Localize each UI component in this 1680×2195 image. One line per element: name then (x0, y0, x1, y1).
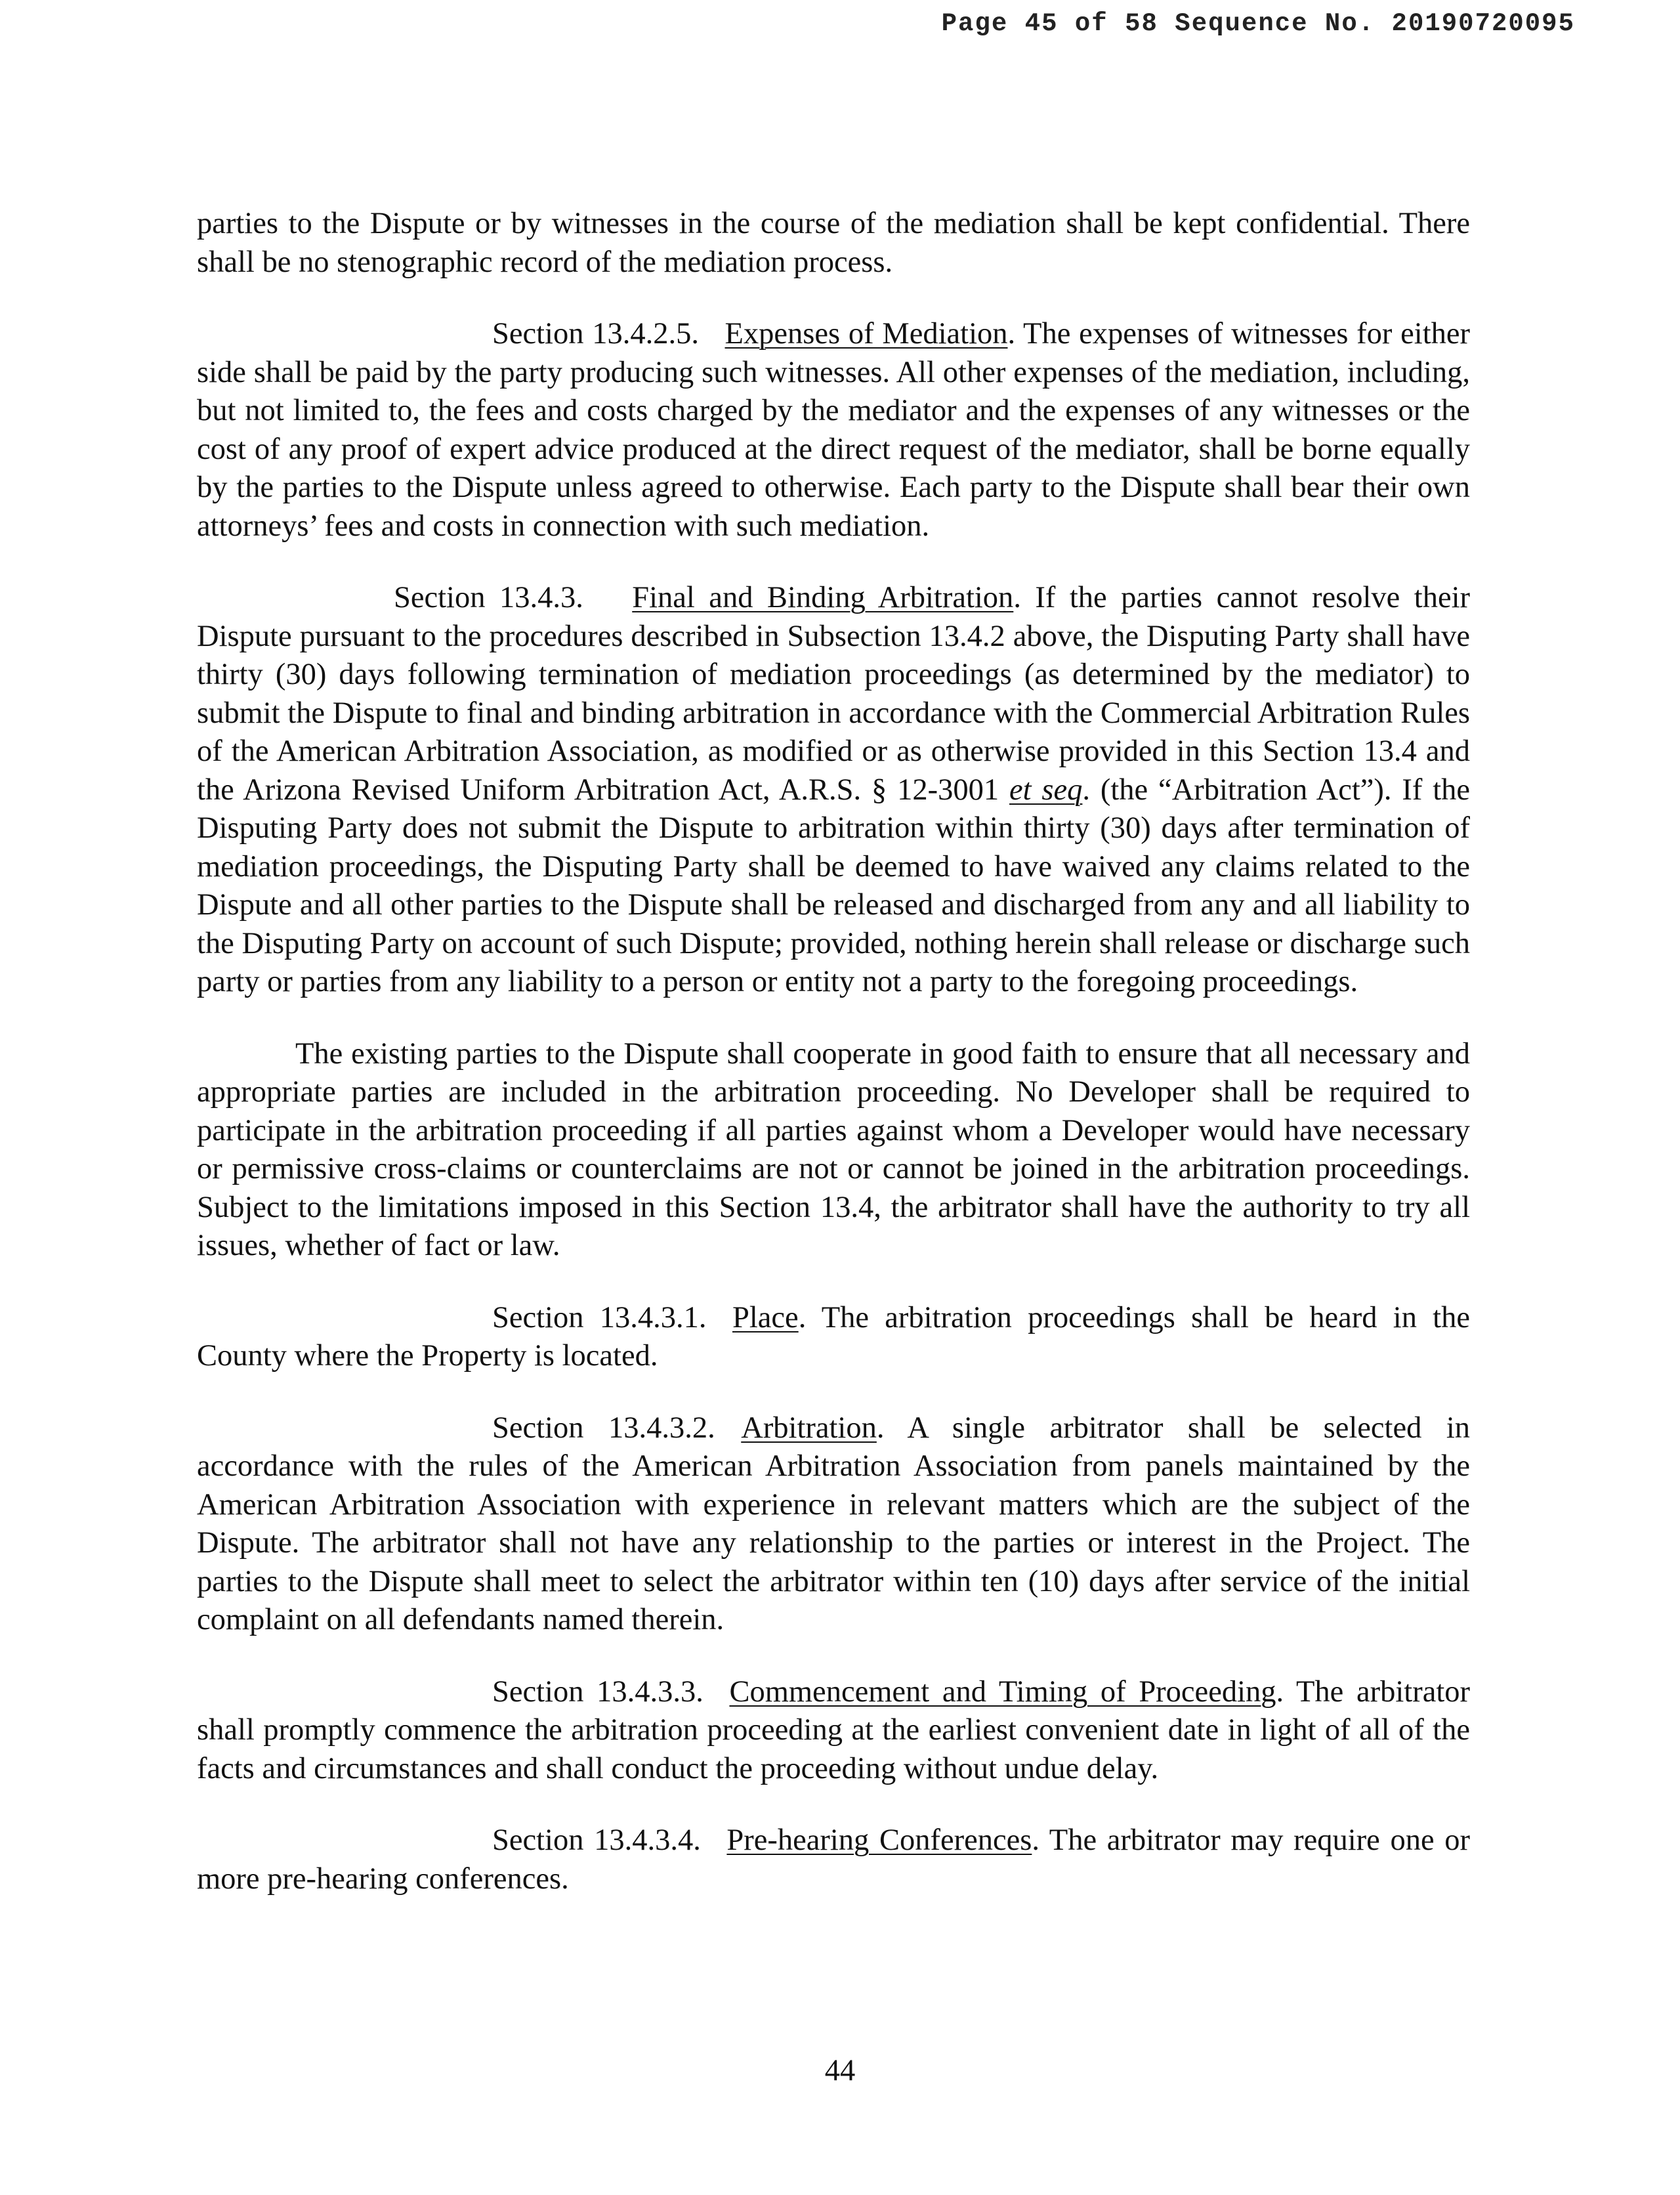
section-heading: Arbitration (741, 1411, 877, 1445)
section-13-4-3-1 (197, 1299, 1470, 1376)
paragraph-text: parties to the Dispute or by witnesses in the course of the mediation shall be kept confidential. There shall be no stenographic record of the mediation process. (197, 207, 1470, 279)
section-number: Section 13.4.3.1. (492, 1300, 707, 1334)
section-heading: Pre-hearing Conferences (726, 1823, 1032, 1857)
section-number: Section 13.4.3. (394, 581, 583, 614)
section-number: Section 13.4.3.4. (492, 1823, 701, 1857)
section-number: Section 13.4.2.5. (492, 317, 699, 351)
section-heading: Expenses of Mediation (724, 317, 1008, 351)
section-text: . If the parties cannot resolve their Dispute pursuant to the procedures described in Subsection 13.4.2 above, the Disputing Party shall have thirty (30) days following termination of mediation proceedings (as determined by the mediator) to submit the Dispute to final and binding arbitration in accordance with the Commercial Arbitration Rules of the American Arbitration Association, as modified or as otherwise provided in this Section 13.4 and the Arizona Revised Uniform Arbitration Act, A.R.S. § 12-3001 (197, 581, 1470, 807)
section-text: . The arbitrator may require one or more pre-hearing conferences. (197, 1823, 1470, 1896)
paragraph-existing-parties (197, 1035, 1470, 1266)
section-text-continued: . (the “Arbitration Act”). If the Disputing Party does not submit the Dispute to arbitration within thirty (30) days after termination of mediation proceedings, the Disputing Party shall be deemed to have waived any claims related to the Dispute and all other parties to the Dispute shall be released and discharged from any and all liability to the Disputing Party on account of such Dispute; provided, nothing herein shall release or discharge such party or parties from any liability to a person or entity not a party to the foregoing proceedings. (197, 773, 1471, 998)
section-13-4-3-2 (197, 1409, 1470, 1640)
paragraph-text: The existing parties to the Dispute shall cooperate in good faith to ensure that all necessary and appropriate parties are included in the arbitration proceeding. No Developer shall be required to participate in the arbitration proceeding if all parties against whom a Developer would have necessary or permissive cross-claims or counterclaims are not or cannot be joined in the arbitration proceedings. Subject to the limitations imposed in this Section 13.4, the arbitrator shall have the authority to try all issues, whether of fact or law. (197, 1036, 1470, 1262)
paragraph-continuation (197, 205, 1470, 282)
section-heading: Place (732, 1300, 799, 1334)
section-text: . A single arbitrator shall be selected in accordance with the rules of the American Arbitration Association from panels maintained by the American Arbitration Association with experience in relevant matters which are the subject of the Dispute. The arbitrator shall not have any relationship to the parties or interest in the Project. The parties to the Dispute shall meet to select the arbitrator within ten (10) days after service of the initial complaint on all defendants named therein. (197, 1411, 1470, 1636)
emphasis-et-seq: et seq (1009, 773, 1083, 807)
section-text: . The expenses of witnesses for either side shall be paid by the party producing such witnesses. All other expenses of the mediation, including, but not limited to, the fees and costs charged by the mediator and the expenses of any witnesses or the cost of any proof of expert advice produced at the direct request of the mediator, shall be borne equally by the parties to the Dispute unless agreed to otherwise. Each party to the Dispute shall bear their own attorneys’ fees and costs in connection with such mediation. (197, 317, 1470, 543)
document-body (197, 205, 1470, 1932)
section-text: . The arbitration proceedings shall be heard in the County where the Property is located. (197, 1300, 1470, 1373)
section-13-4-2-5 (197, 315, 1470, 545)
section-heading: Final and Binding Arbitration (632, 581, 1014, 614)
section-heading: Commencement and Timing of Proceeding (729, 1674, 1276, 1709)
section-number: Section 13.4.3.3. (492, 1674, 704, 1709)
section-text: . The arbitrator shall promptly commence the arbitration proceeding at the earliest convenient date in light of all of the facts and circumstances and shall conduct the proceeding without undue delay. (197, 1674, 1470, 1785)
section-number: Section 13.4.3.2. (492, 1411, 715, 1445)
section-13-4-3-4 (197, 1822, 1470, 1898)
header-stamp: Page 45 of 58 Sequence No. 20190720095 (941, 9, 1575, 38)
page-number: 44 (824, 2054, 856, 2087)
section-13-4-3-3 (197, 1673, 1470, 1789)
section-13-4-3 (197, 579, 1470, 1002)
